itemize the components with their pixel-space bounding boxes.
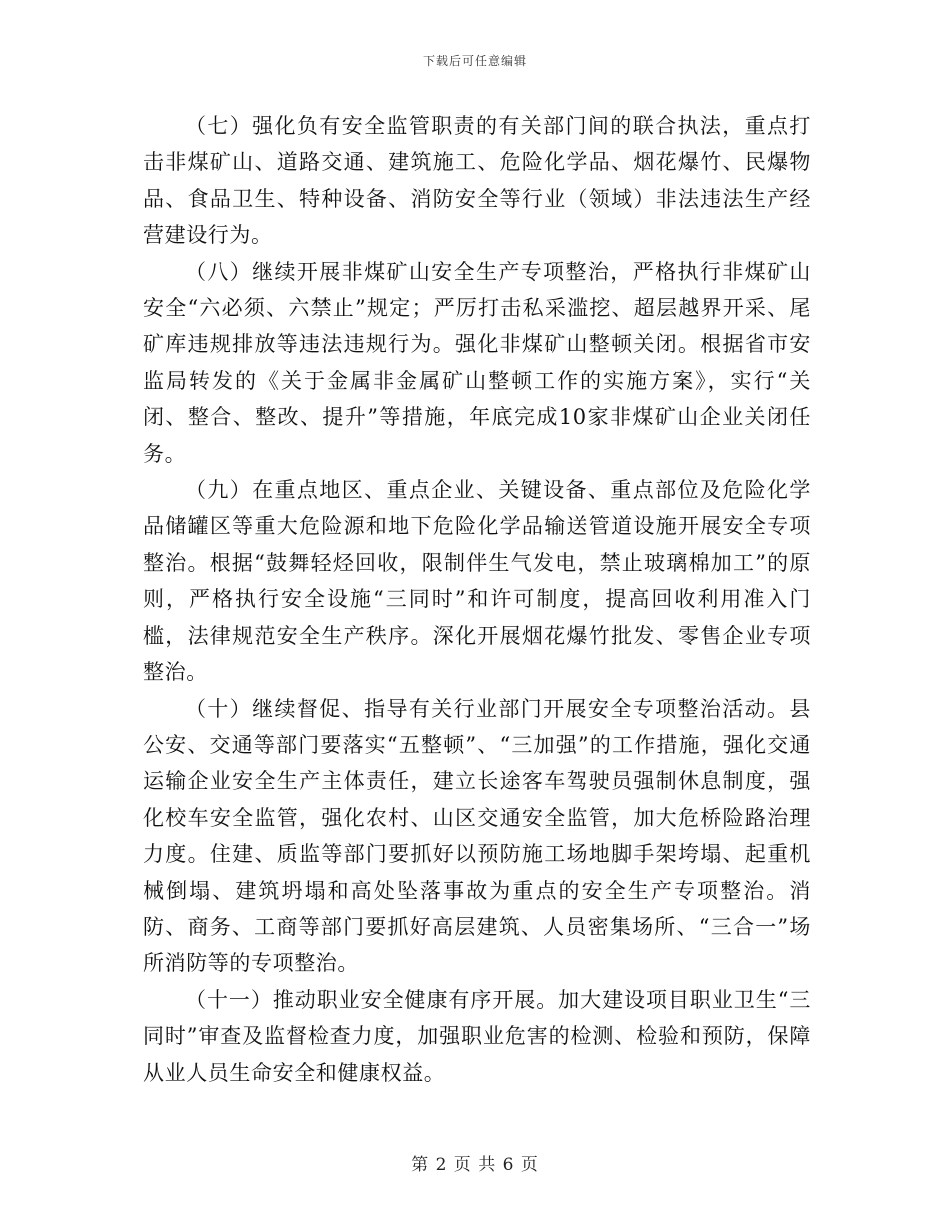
paragraph-7: （七）强化负有安全监管职责的有关部门间的联合执法，重点打击非煤矿山、道路交通、建筑施工、危险化学品、烟花爆竹、民爆物品、食品卫生、特种设备、消防安全等行业（领域）非法违法生产经营建设行为。 (143, 114, 811, 248)
paragraph-10: （十）继续督促、指导有关行业部门开展安全专项整治活动。县公安、交通等部门要落实“五整顿”、“三加强”的工作措施，强化交通运输企业安全生产主体责任，建立长途客车驾驶员强制休息制度，强化校车安全监管，强化农村、山区交通安全监管，加大危桥险路治理力度。住建、质监等部门要抓好以预防施工场地脚手架垮塌、起重机械倒塌、建筑坍塌和高处坠落事故为重点的安全生产专项整治。消防、商务、工商等部门要抓好高层建筑、人员密集场所、“三合一”场所消防等的专项整治。 (143, 696, 811, 976)
paragraph-9: （九）在重点地区、重点企业、关键设备、重点部位及危险化学品储罐区等重大危险源和地下危险化学品输送管道设施开展安全专项整治。根据“鼓舞轻烃回收，限制伴生气发电，禁止玻璃棉加工”的原则，严格执行安全设施“三同时”和许可制度，提高回收利用准入门槛，法律规范安全生产秩序。深化开展烟花爆竹批发、零售企业专项整治。 (143, 478, 811, 685)
header-note: 下载后可任意编辑 (422, 54, 527, 68)
page-number: 第 2 页 共 6 页 (411, 1155, 539, 1175)
paragraph-11: （十一）推动职业安全健康有序开展。加大建设项目职业卫生“三同时”审查及监督检查力度，加强职业危害的检测、检验和预防，保障从业人员生命安全和健康权益。 (143, 987, 811, 1085)
document-body (143, 108, 811, 1091)
paragraph-8: （八）继续开展非煤矿山安全生产专项整治，严格执行非煤矿山安全“六必须、六禁止”规定；严厉打击私采滥挖、超层越界开采、尾矿库违规排放等违法违规行为。强化非煤矿山整顿关闭。根据省市安监局转发的《关于金属非金属矿山整顿工作的实施方案》，实行“关闭、整合、整改、提升”等措施，年底完成10家非煤矿山企业关闭任务。 (143, 259, 811, 466)
